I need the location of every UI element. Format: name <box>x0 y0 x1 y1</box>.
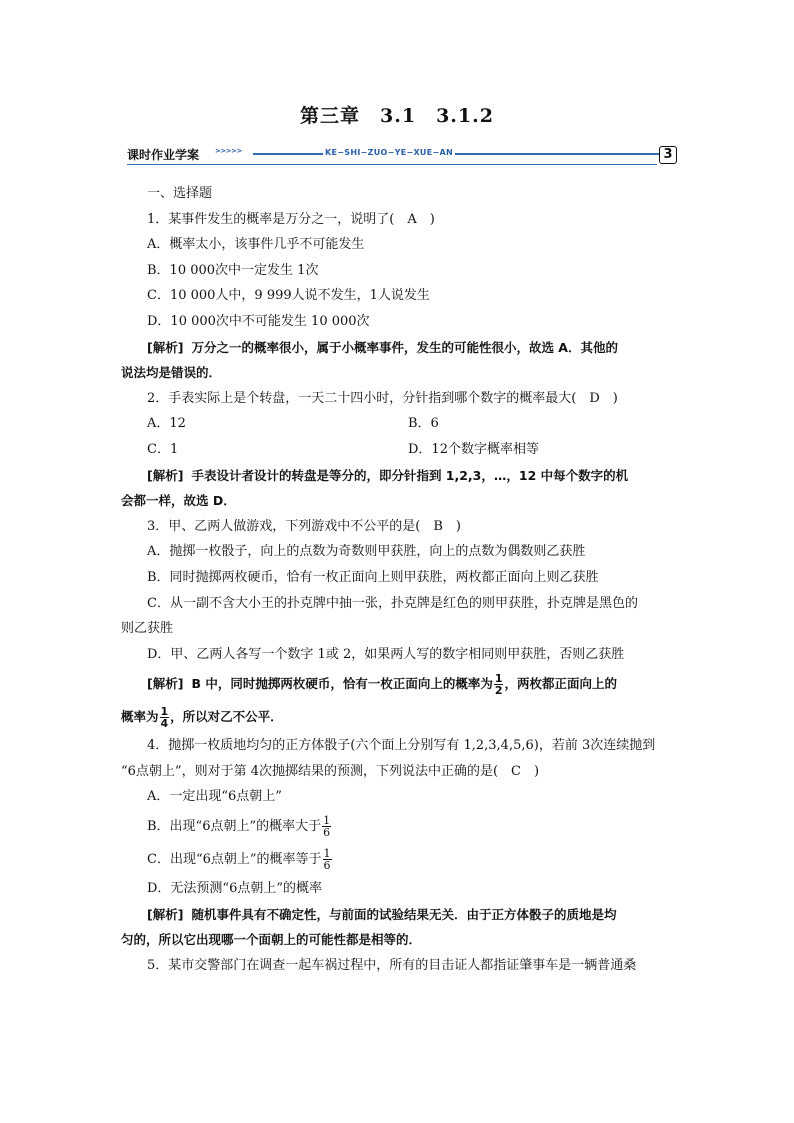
q1-analysis-line-2: 说法均是错误的． <box>121 365 222 381</box>
fraction-one-quarter: $\frac{1}{4}$ <box>160 705 169 731</box>
q2-analysis-line-1 <box>121 463 677 489</box>
q2-option-d: D．12个数字概率相等 <box>408 441 539 457</box>
q1-option-b: B．10 000次中一定发生 1次 <box>147 262 319 278</box>
q3-option-c-cont: 则乙获胜 <box>121 621 174 637</box>
q1-option-a: A．概率太小，该事件几乎不可能发生 <box>147 237 365 253</box>
q4-option-d: D．无法预测“6点朝上”的概率 <box>147 881 322 897</box>
q3-option-c: C．从一副不含大小王的扑克牌中抽一张，扑克牌是红色的则甲获胜，扑克牌是黑色的 <box>147 595 638 611</box>
fraction-one-sixth: $\frac{1}{6}$ <box>323 847 331 873</box>
section-banner <box>127 146 679 168</box>
q2-analysis-text: 手表设计者设计的转盘是等分的，即分针指到 1,2,3，…，12 中每个数字的机 <box>191 467 629 483</box>
q3-analysis-line-2 <box>121 700 677 733</box>
q2-option-b: B．6 <box>408 416 439 432</box>
q4-option-a: A．一定出现“6点朝上” <box>147 789 282 805</box>
q3-analysis-text-d: ，所以对乙不公平． <box>170 709 283 725</box>
q2-options-row-1 <box>121 411 677 437</box>
banner-rule <box>253 153 659 155</box>
q4-stem-line-2: “6点朝上”，则对于第 4次抛掷结果的预测，下列说法中正确的是( C ) <box>121 763 540 779</box>
q3-analysis-text-c: 概率为 <box>121 709 159 725</box>
page-title: 第三章 3.1 3.1.2 <box>300 105 494 127</box>
q1-option-c: C．10 000人中，9 999人说不发生，1人说发生 <box>147 288 430 304</box>
q3-stem: 3．甲、乙两人做游戏，下列游戏中不公平的是( B ) <box>147 518 461 534</box>
banner-label: 课时作业学案 <box>127 146 202 164</box>
q3-option-d: D．甲、乙两人各写一个数字 1或 2，如果两人写的数字相同则甲获胜，否则乙获胜 <box>147 646 625 662</box>
q3-analysis-text-a: B 中，同时抛掷两枚硬币，恰有一枚正面向上的概率为 <box>191 676 493 692</box>
q4-option-c: C．出现“6点朝上”的概率等于 $\frac{1}{6}$ <box>147 847 331 873</box>
banner-number-badge: 3 <box>659 146 677 164</box>
q2-option-a: A．12 <box>147 416 186 432</box>
q2-analysis-line-2: 会都一样，故选 D． <box>121 493 236 509</box>
banner-pinyin: KE−SHI−ZUO−YE−XUE−AN <box>325 148 453 157</box>
q3-option-a: A．抛掷一枚骰子，向上的点数为奇数则甲获胜，向上的点数为偶数则乙获胜 <box>147 544 586 560</box>
fraction-one-half: $\frac{1}{2}$ <box>494 672 503 698</box>
q3-analysis-line-1 <box>121 667 677 700</box>
q4-analysis-line-2: 匀的，所以它出现哪一个面朝上的可能性都是相等的． <box>121 932 422 948</box>
q2-stem: 2．手表实际上是个转盘，一天二十四小时，分针指到哪个数字的概率最大( D ) <box>147 390 618 406</box>
q1-analysis-text: 万分之一的概率很小，属于小概率事件，发生的可能性很小，故选 A．其他的 <box>191 339 618 355</box>
fraction-one-sixth: $\frac{1}{6}$ <box>323 814 331 840</box>
q1-stem: 1．某事件发生的概率是万分之一，说明了( A ) <box>147 211 435 227</box>
q2-options-row-2 <box>121 437 677 463</box>
q3-option-b: B．同时抛掷两枚硬币，恰有一枚正面向上则甲获胜，两枚都正面向上则乙获胜 <box>147 569 599 585</box>
banner-arrows-icon: >>>>> <box>215 147 242 155</box>
q4-stem-line-1: 4．抛掷一枚质地均匀的正方体骰子(六个面上分别写有 1,2,3,4,5,6)，若前 3次连续抛到 <box>147 738 656 754</box>
q1-analysis-line-1 <box>121 335 677 361</box>
q4-analysis-text: 随机事件具有不确定性，与前面的试验结果无关．由于正方体骰子的质地是均 <box>191 906 617 922</box>
analysis-tag: [解析] <box>147 676 184 692</box>
q3-analysis-text-b: ，两枚都正面向上的 <box>504 676 617 692</box>
analysis-tag: [解析] <box>147 906 184 922</box>
q4-option-b: B．出现“6点朝上”的概率大于 $\frac{1}{6}$ <box>147 814 331 840</box>
analysis-tag: [解析] <box>147 339 184 355</box>
analysis-tag: [解析] <box>147 467 184 483</box>
q4-analysis-line-1 <box>121 902 677 928</box>
q1-option-d: D．10 000次中不可能发生 10 000次 <box>147 313 370 329</box>
q2-option-c: C．1 <box>147 441 179 457</box>
section-heading: 一、选择题 <box>147 186 213 201</box>
banner-underline <box>127 164 657 165</box>
exercise-content <box>121 181 677 978</box>
q5-stem-line-1: 5．某市交警部门在调查一起车祸过程中，所有的目击证人都指证肇事车是一辆普通桑 <box>147 957 637 973</box>
